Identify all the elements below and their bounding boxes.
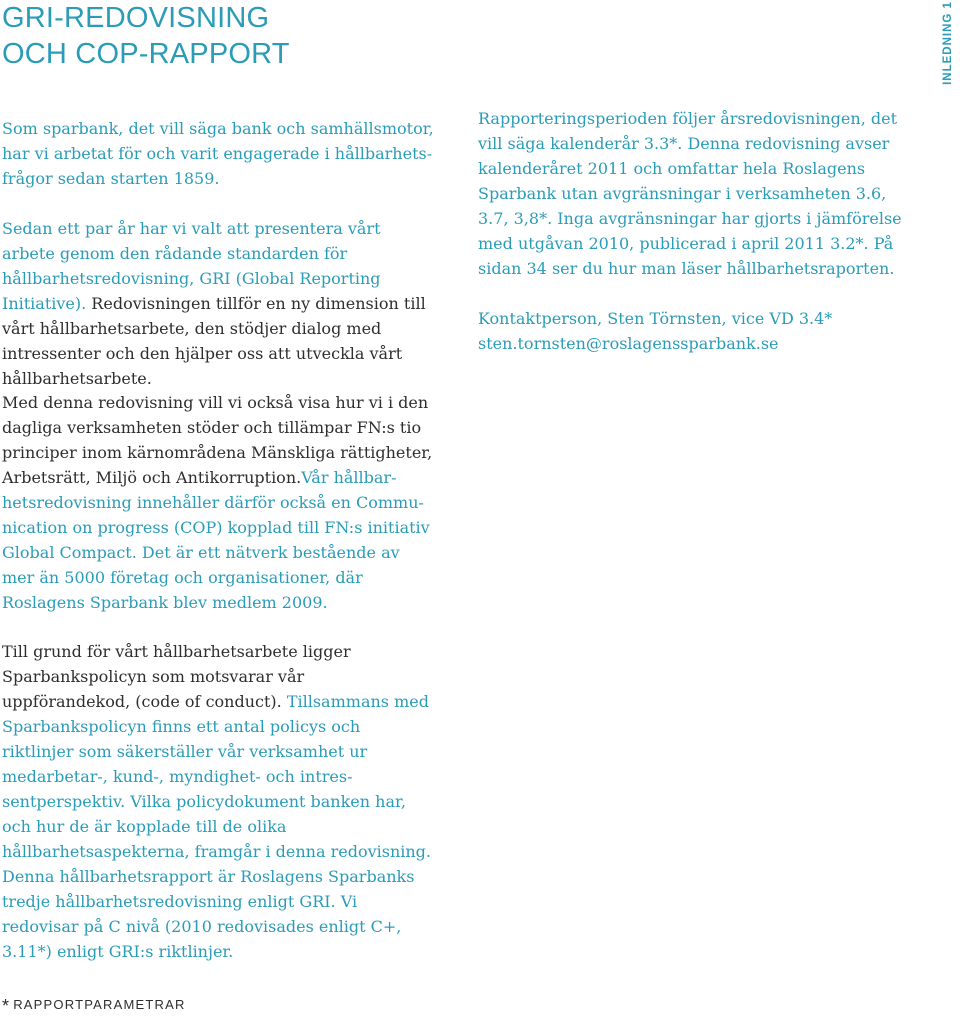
cop-paragraph-block — [2, 390, 434, 615]
policy-paragraph-accent: Tillsammans med Sparbankspolicyn finns ett antal policys och riktlinjer som säkerställer vår verksamhet ur medarbetar-, kund-, myndighet- och intressentperspektiv. Vilka policydokument banken har, och hur de är kopplade till de olika hållbarhetsaspekterna, framgår i denna redovisning. Denna hållbarhetsrapport är Roslagens Sparbanks tredje hållbarhetsredovisning enligt GRI. Vi redovisar på C nivå (2010 redovisades enligt C+, 3.11*) enligt GRI:s riktlinjer. — [2, 692, 431, 961]
page-title-line-1: GRI-REDOVISNING — [2, 2, 270, 34]
gri-paragraph — [2, 216, 434, 391]
contact-person: Kontaktperson, Sten Törnsten, vice VD 3.4* — [478, 309, 833, 328]
page-title — [2, 0, 290, 72]
reporting-period-paragraph: Rapporteringsperioden följer årsredovisningen, det vill säga kalenderår 3.3*. Denna redovisning avser kalenderåret 2011 och omfattar hela Roslagens Sparbank utan avgränsningar i verksamheten 3.6, 3.7, 3,8*. Inga avgränsningar har gjorts i jämförelse med utgåvan 2010, publicerad i april 2011 3.2*. På sidan 34 ser du hur man läser hållbarhetsraporten. — [478, 109, 902, 278]
contact-email: sten.tornsten@roslagenssparbank.se — [478, 334, 779, 353]
section-side-label — [938, 1, 958, 85]
gri-paragraph-accent: Sedan ett par år har vi valt att presentera vårt arbete genom den rådande standarden för hållbarhetsredovisning, GRI (Global Reporting Initiative). — [2, 219, 381, 313]
gri-paragraph-body: Redovisningen tillför en ny dimension till vårt hållbarhetsarbete, den stödjer dialog med intressenter och den hjälper oss att utveckla vårt hållbarhetsarbete. — [2, 294, 426, 388]
footnote-label: RAPPORTPARAMETRAR — [13, 997, 186, 1012]
cop-paragraph-accent: Vår hållbarhetsredovisning innehåller därför också en Communication on progress (COP) kopplad till FN:s initiativ Global Compact. Det är ett nätverk bestående av mer än 5000 företag och organisationer, där Roslagens Sparbank blev medlem 2009. — [2, 468, 430, 612]
gri-paragraph-block — [2, 216, 434, 391]
policy-paragraph-block — [2, 639, 434, 964]
cop-paragraph-body: Med denna redovisning vill vi också visa hur vi i den dagliga verksamheten stöder och tillämpar FN:s tio principer inom kärnområdena Mänskliga rättigheter, Arbetsrätt, Miljö och Antikorruption. — [2, 393, 433, 487]
section-side-label-text: INLEDNING 1 — [942, 1, 954, 85]
footnote-asterisk: * — [2, 996, 11, 1016]
contact-block — [478, 306, 918, 356]
page-title-line-2: OCH COP-RAPPORT — [2, 38, 290, 70]
footnote — [2, 994, 186, 1014]
policy-paragraph — [2, 639, 434, 964]
reporting-period-block — [478, 106, 918, 281]
intro-paragraph: Som sparbank, det vill säga bank och samhällsmotor, har vi arbetat för och varit engagerade i hållbarhetsfrågor sedan starten 1859. — [2, 119, 434, 188]
policy-paragraph-body: Till grund för vårt hållbarhetsarbete ligger Sparbankspolicyn som motsvarar vår uppförandekod, (code of conduct). — [2, 642, 351, 711]
cop-paragraph — [2, 390, 434, 615]
intro-paragraph-block — [2, 116, 434, 191]
